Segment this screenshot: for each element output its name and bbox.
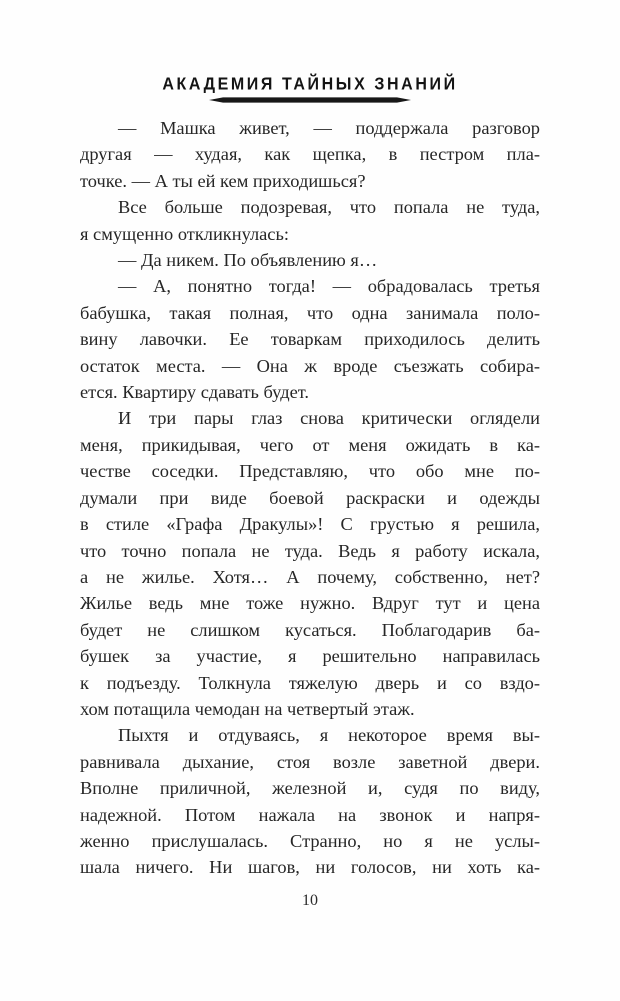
text-line: другая — худая, как щепка, в пестром пла- <box>80 144 540 165</box>
text-line: меня, прикидывая, чего от меня ожидать в ка- <box>80 434 540 455</box>
text-line: женно прислушалась. Странно, но я не услы- <box>80 830 540 851</box>
text-line: — А, понятно тогда! — обрадовалась третья <box>118 276 540 297</box>
text-line: в стиле «Графа Дракулы»! С грустью я решила, <box>80 514 540 535</box>
paragraph <box>80 722 540 880</box>
page-number: 10 <box>302 892 318 909</box>
text-line: ется. Квартиру сдавать будет. <box>80 382 309 403</box>
text-line: Вполне приличной, железной и, судя по виду, <box>80 778 540 799</box>
text-line: а не жилье. Хотя… А почему, собственно, нет? <box>80 566 540 587</box>
text-line: надежной. Потом нажала на звонок и напря- <box>80 804 540 825</box>
text-line: равнивала дыхание, стоя возле заветной двери. <box>80 751 540 772</box>
text-line: бушек за участие, я решительно направилась <box>80 646 540 667</box>
running-head <box>0 76 620 104</box>
tapered-rule-ornament <box>209 96 411 104</box>
paragraph <box>80 405 540 722</box>
text-line: бабушка, такая полная, что одна занимала поло- <box>80 302 540 323</box>
paragraph <box>80 247 540 273</box>
paragraph <box>80 194 540 247</box>
text-line: Пыхтя и отдуваясь, я некоторое время вы- <box>118 725 540 746</box>
running-head-title: АКАДЕМИЯ ТАЙНЫХ ЗНАНИЙ <box>162 74 458 94</box>
text-line: остаток места. — Она ж вроде съезжать собира- <box>80 355 540 376</box>
text-line: что точно попала не туда. Ведь я работу искала, <box>80 540 540 561</box>
text-line: Жилье ведь мне тоже нужно. Вдруг тут и цена <box>80 593 540 614</box>
text-line: думали при виде боевой раскраски и одежды <box>80 487 540 508</box>
text-line: я смущенно откликнулась: <box>80 223 289 244</box>
text-line: вину лавочки. Ее товаркам приходилось делить <box>80 329 540 350</box>
text-line: — Машка живет, — поддержала разговор <box>118 118 540 138</box>
text-line: честве соседки. Представляю, что обо мне по- <box>80 461 540 482</box>
text-line: точке. — А ты ей кем приходишься? <box>80 170 366 191</box>
text-line: к подъезду. Толкнула тяжелую дверь и со вздо- <box>80 672 540 693</box>
text-line: будет не слишком кусаться. Поблагодарив ба- <box>80 619 540 640</box>
text-line: хом потащила чемодан на четвертый этаж. <box>80 698 415 719</box>
text-line: — Да никем. По объявлению я… <box>118 250 378 271</box>
paragraph <box>80 273 540 405</box>
paragraph <box>80 115 540 194</box>
text-line: Все больше подозревая, что попала не туда, <box>118 197 540 218</box>
text-line: шала ничего. Ни шагов, ни голосов, ни хоть ка- <box>80 857 540 878</box>
text-column <box>80 115 540 881</box>
text-line: И три пары глаз снова критически оглядели <box>118 408 540 429</box>
